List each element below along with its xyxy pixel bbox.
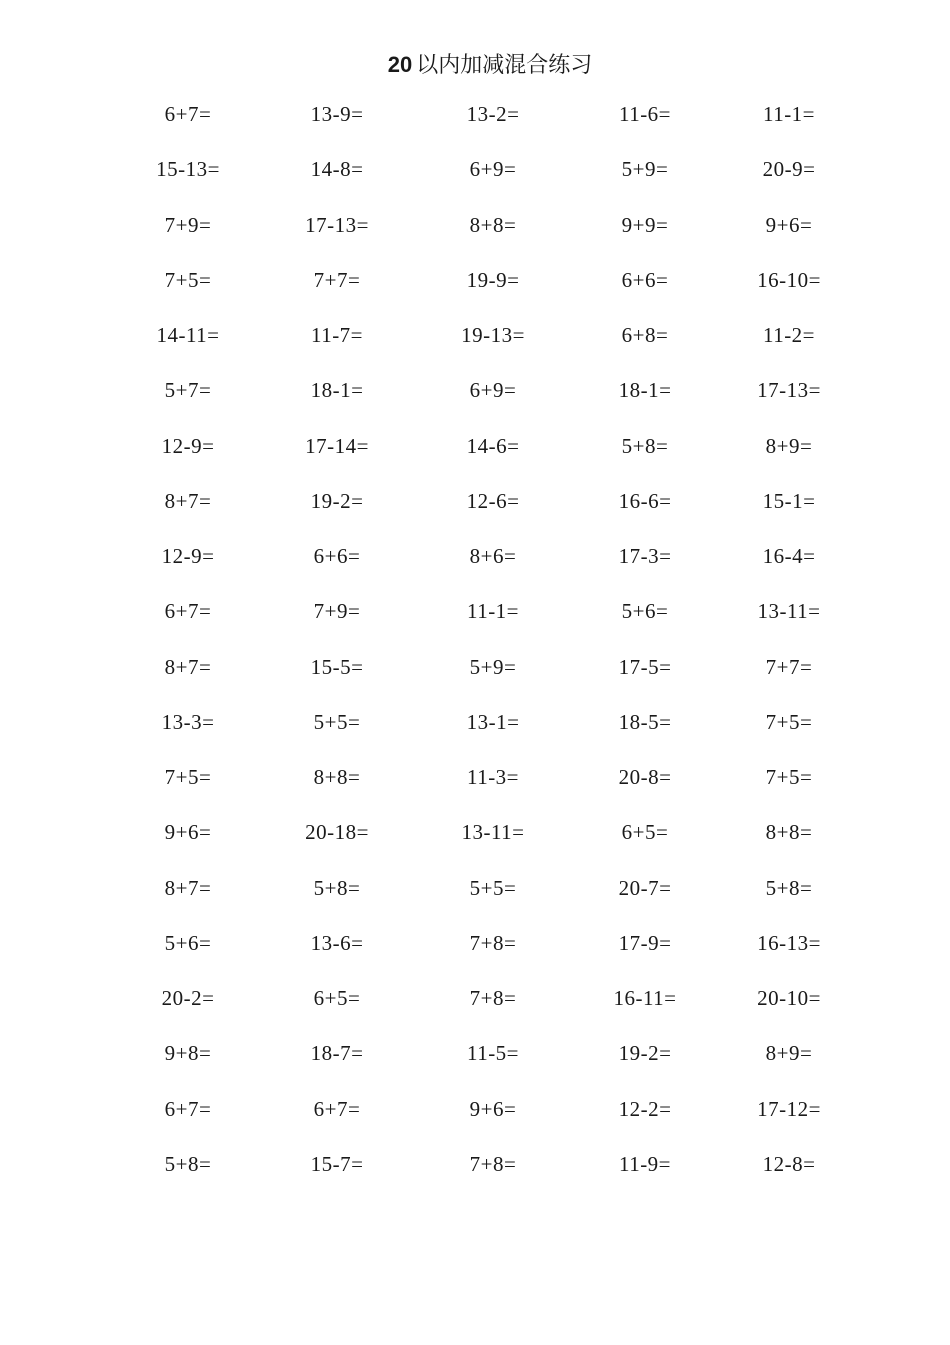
math-problem: 5+5= [469,875,517,900]
math-problem: 6+7= [164,1096,212,1121]
math-problem: 20-8= [618,765,672,789]
math-problem: 11-2= [762,323,816,347]
title-text: 以内加减混合练习 [416,53,593,78]
math-problem: 5+7= [164,378,212,403]
math-problem: 13-1= [466,709,520,734]
math-problem: 20-9= [762,157,816,182]
math-problem: 6+7= [313,1096,361,1121]
math-problem: 14-8= [310,157,364,182]
page-title [0,48,950,83]
math-problem: 16-4= [762,544,816,568]
math-problem: 9+6= [164,820,212,845]
math-problem: 12-9= [161,544,215,568]
math-problem: 7+7= [313,267,361,292]
math-problem: 11-1= [466,599,520,624]
math-problem: 7+5= [164,267,212,292]
math-problem: 6+7= [164,102,212,126]
math-problem: 5+8= [164,1151,212,1176]
math-problem: 9+8= [164,1041,212,1066]
problem-row [0,312,950,367]
math-problem: 16-10= [757,267,821,292]
problem-row [0,975,950,1030]
math-problem: 17-12= [757,1096,821,1121]
math-problem: 13-11= [757,599,821,624]
math-problem: 9+6= [469,1096,517,1121]
math-problem: 16-11= [613,986,677,1010]
math-problem: 6+9= [469,157,517,182]
problem-row [0,809,950,864]
math-problem: 8+7= [164,654,212,679]
math-problem: 5+9= [469,654,517,679]
problem-grid [0,91,950,1196]
math-problem: 13-2= [466,102,520,126]
math-problem: 9+9= [621,212,669,237]
math-problem: 11-6= [618,102,672,126]
math-problem: 6+5= [621,820,669,845]
math-problem: 5+5= [313,709,361,734]
problem-row [0,1086,950,1141]
problem-row [0,920,950,975]
title-number: 20 [387,52,413,77]
math-problem: 5+6= [164,930,212,955]
problem-row [0,478,950,533]
math-problem: 8+8= [765,820,813,845]
problem-row [0,257,950,312]
math-problem: 13-9= [310,102,364,126]
math-problem: 5+8= [313,875,361,900]
math-problem: 11-7= [310,323,364,347]
math-problem: 17-9= [618,930,672,955]
math-problem: 16-13= [757,930,821,955]
math-problem: 15-13= [156,157,220,182]
math-problem: 5+6= [621,599,669,624]
math-problem: 13-3= [161,709,215,734]
math-problem: 11-1= [762,102,816,126]
math-problem: 19-9= [466,267,520,292]
math-problem: 20-10= [757,986,821,1010]
math-problem: 14-11= [156,323,220,347]
problem-row [0,367,950,422]
math-problem: 17-14= [305,433,369,458]
math-problem: 11-9= [618,1151,672,1176]
math-problem: 6+8= [621,323,669,347]
problem-row [0,865,950,920]
math-problem: 19-2= [310,488,364,513]
math-problem: 6+9= [469,378,517,403]
math-problem: 6+7= [164,599,212,624]
math-problem: 7+8= [469,986,517,1010]
math-problem: 13-11= [461,820,525,845]
math-problem: 5+9= [621,157,669,182]
math-problem: 6+6= [621,267,669,292]
math-problem: 18-1= [618,378,672,403]
math-problem: 8+9= [765,1041,813,1066]
math-problem: 7+5= [765,709,813,734]
math-problem: 12-8= [762,1151,816,1176]
math-problem: 15-1= [762,488,816,513]
problem-row [0,533,950,588]
math-problem: 18-1= [310,378,364,403]
math-problem: 11-3= [466,765,520,789]
math-problem: 6+5= [313,986,361,1010]
math-problem: 8+8= [313,765,361,789]
math-problem: 17-13= [305,212,369,237]
problem-row [0,146,950,201]
math-problem: 13-6= [310,930,364,955]
math-problem: 8+9= [765,433,813,458]
math-problem: 7+9= [313,599,361,624]
math-problem: 17-13= [757,378,821,403]
problem-row [0,91,950,146]
math-problem: 9+6= [765,212,813,237]
math-problem: 17-5= [618,654,672,679]
math-problem: 7+5= [765,765,813,789]
math-problem: 17-3= [618,544,672,568]
math-problem: 18-5= [618,709,672,734]
math-problem: 12-6= [466,488,520,513]
problem-row [0,644,950,699]
math-problem: 19-13= [461,323,525,347]
math-problem: 5+8= [765,875,813,900]
math-problem: 8+6= [469,544,517,568]
math-problem: 12-2= [618,1096,672,1121]
problem-row [0,1141,950,1196]
math-problem: 20-2= [161,986,215,1010]
math-problem: 5+8= [621,433,669,458]
math-problem: 7+7= [765,654,813,679]
math-problem: 8+7= [164,875,212,900]
problem-row [0,1030,950,1085]
problem-row [0,202,950,257]
math-problem: 6+6= [313,544,361,568]
problem-row [0,588,950,643]
math-problem: 19-2= [618,1041,672,1066]
math-problem: 11-5= [466,1041,520,1066]
math-problem: 18-7= [310,1041,364,1066]
math-problem: 14-6= [466,433,520,458]
math-problem: 15-5= [310,654,364,679]
math-problem: 12-9= [161,433,215,458]
math-problem: 7+8= [469,1151,517,1176]
problem-row [0,699,950,754]
math-problem: 8+7= [164,488,212,513]
problem-row [0,754,950,809]
math-problem: 7+9= [164,212,212,237]
math-problem: 15-7= [310,1151,364,1176]
math-problem: 7+5= [164,765,212,789]
problem-row [0,423,950,478]
math-problem: 8+8= [469,212,517,237]
math-problem: 7+8= [469,930,517,955]
math-problem: 16-6= [618,488,672,513]
math-problem: 20-7= [618,875,672,900]
math-problem: 20-18= [305,820,369,845]
